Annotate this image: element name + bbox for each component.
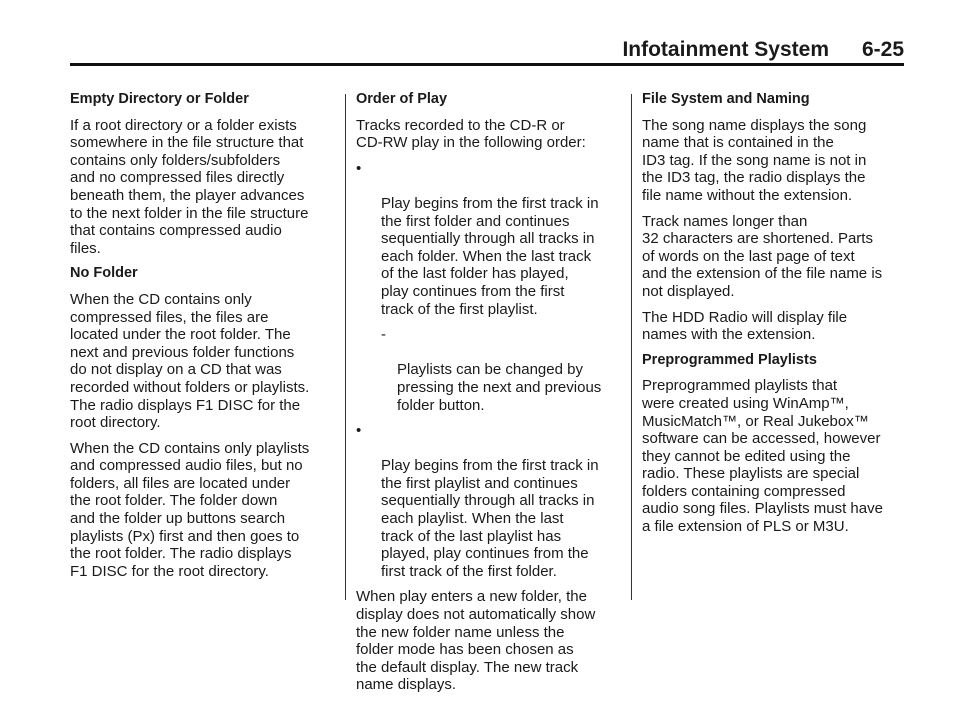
page-number: 6-25 <box>861 38 904 61</box>
column-divider <box>345 94 346 600</box>
sub-list-item <box>356 326 620 414</box>
section-title: Infotainment System <box>622 38 829 61</box>
subheading-order-of-play: Order of Play <box>356 91 448 107</box>
sub-list-text: Playlists can be changed by pressing the next and previous folder button. <box>397 361 602 414</box>
bullet-item <box>356 160 620 318</box>
bullet-icon: • <box>356 159 362 177</box>
bullet-text: Play begins from the first track in the first folder and continues sequentially through all tracks in each folder. When the last track of the last folder has played, play continues from the first track of the first playlist. <box>381 194 599 318</box>
bullet-item <box>356 422 620 580</box>
subheading-file-system: File System and Naming <box>642 91 810 107</box>
page-header <box>70 36 904 64</box>
bullet-icon: • <box>356 422 362 440</box>
subheading-empty-directory: Empty Directory or Folder <box>70 91 249 107</box>
column-3 <box>642 91 904 544</box>
subheading-no-folder: No Folder <box>70 265 138 282</box>
paragraph: Track names longer than 32 characters are shortened. Parts of words on the last page of text and the extension of the file name is not displayed. <box>642 212 883 300</box>
paragraph: When the CD contains only playlists and compressed audio files, but no folders, all files are located under the root folder. The folder down and the folder up buttons search playlists (Px) first and then goes to the root folder. The radio displays F1 DISC for the root directory. <box>70 439 310 580</box>
paragraph: The song name displays the song name that is contained in the ID3 tag. If the song name is not in the ID3 tag, the radio displays the file name without the extension. <box>642 116 867 204</box>
subheading-preprogrammed-playlists: Preprogrammed Playlists <box>642 351 817 368</box>
paragraph: Preprogrammed playlists that were created using WinAmp™, MusicMatch™, or Real Jukebox™ software can be accessed, however they cannot be edited using the radio. These playlists are special folders containing compressed audio song files. Playlists must have a file extension of PLS or M3U. <box>642 377 883 536</box>
column-2 <box>356 91 620 702</box>
paragraph: If a root directory or a folder exists somewhere in the file structure that contains only folders/subfolders and no compressed files directly beneath them, the player advances to the next folder in the file structure that contains compressed audio files. <box>70 116 309 257</box>
paragraph: When the CD contains only compressed files, the files are located under the root folder. The next and previous folder functions do not display on a CD that was recorded without folders or playlists. The radio displays F1 DISC for the root directory. <box>70 290 310 432</box>
paragraph: Tracks recorded to the CD-R or CD-RW play in the following order: <box>356 116 586 152</box>
column-divider <box>631 94 632 600</box>
column-1 <box>70 91 334 588</box>
paragraph: When play enters a new folder, the display does not automatically show the new folder name unless the folder mode has been chosen as the default display. The new track name displays. <box>356 588 596 694</box>
bullet-text: Play begins from the first track in the first playlist and continues sequentially through all tracks in each playlist. When the last track of the last playlist has played, play continues from the first track of the first folder. <box>381 457 599 580</box>
paragraph: The HDD Radio will display file names with the extension. <box>642 308 848 344</box>
dash-marker: - <box>381 326 386 344</box>
header-rule <box>70 63 904 66</box>
